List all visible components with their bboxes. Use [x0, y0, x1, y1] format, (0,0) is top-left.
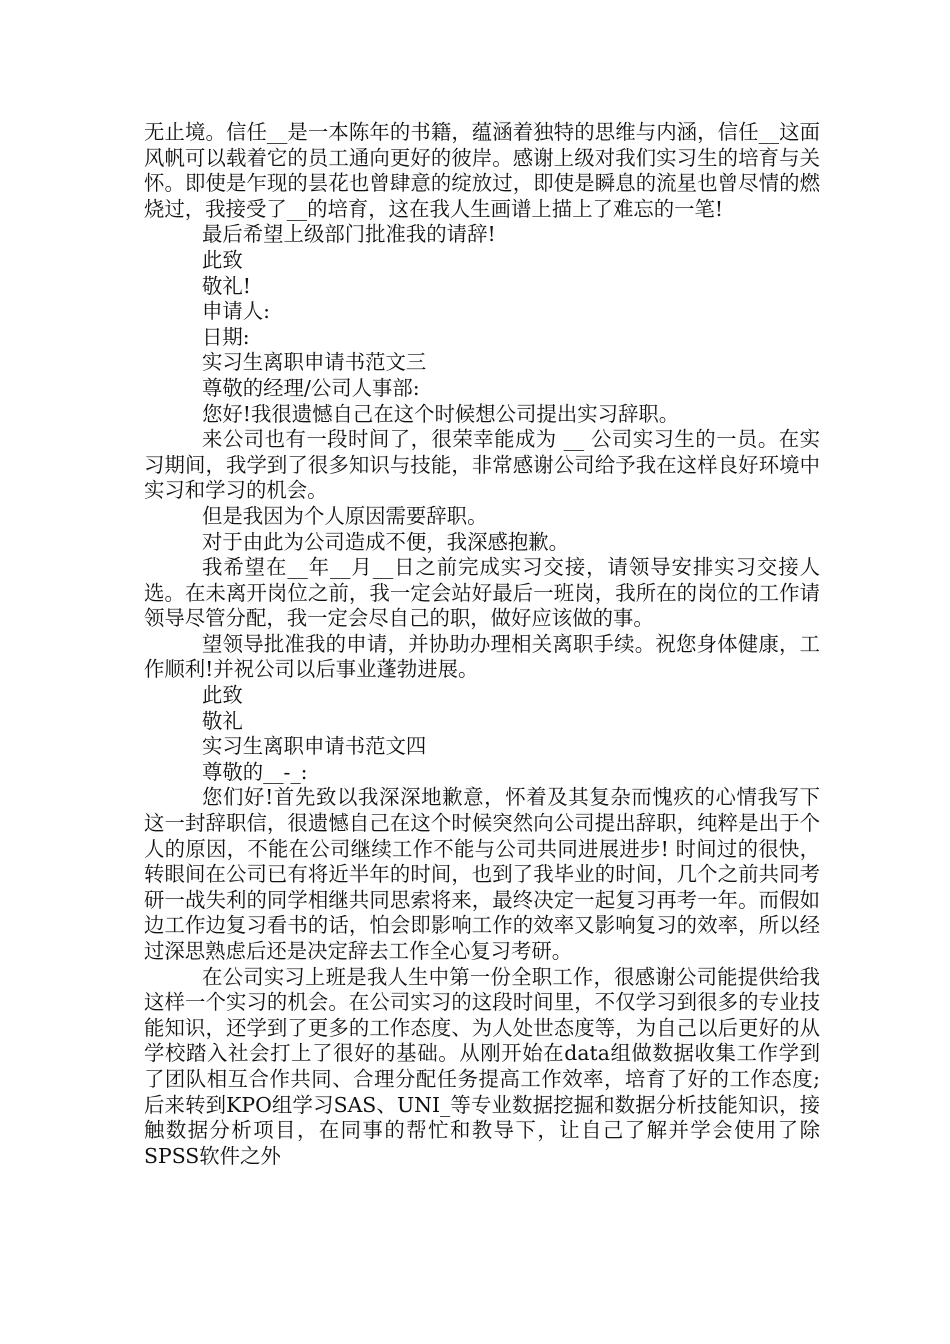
paragraph-4-intro: 您们好!首先致以我深深地歉意，怀着及其复杂而愧疚的心情我写下这一封辞职信，很遗憾自己在这个时候突然向公司提出辞职，纯粹是出于个人的原因，不能在公司继续工作不能与公司共同进展进步! 时间过的很快，转眼间在公司已有将近半年的时间，也到了我毕业的时间，几个之前共同考研一战失利的同学相继共同思索将来，最终决定一起复习再考一年。而假如边工作边复习看书的话，怕会即影响工作的效率又影响复习的效率，所以经过深思熟虑后还是决定辞去工作全心复习考研。 — [144, 785, 820, 963]
paragraph-request-approval: 最后希望上级部门批准我的请辞! — [202, 222, 496, 247]
section-heading-4: 实习生离职申请书范文四 — [202, 734, 427, 759]
date-label: 日期: — [202, 324, 250, 349]
paragraph-3-intro: 来公司也有一段时间了，很荣幸能成为 __ 公司实习生的一员。在实习期间，我学到了很多知识与技能，非常感谢公司给予我在这样良好环境中实习和学习的机会。 — [144, 427, 820, 503]
paragraph-4-experience: 在公司实习上班是我人生中第一份全职工作，很感谢公司能提供给我这样一个实习的机会。在公司实习的这段时间里，不仅学习到很多的专业技能知识，还学到了更多的工作态度、为人处世态度等，为自己以后更好的从学校踏入社会打上了很好的基础。从刚开始在data组做数据收集工作学到了团队相互合作共同、合理分配任务提高工作效率，培育了好的工作态度;后来转到KPO组学习SAS、UNI_等专业数据挖掘和数据分析技能知识，接触数据分析项目，在同事的帮忙和教导下，让自己了解并学会使用了除SPSS软件之外 — [144, 964, 820, 1168]
salutation-4: 尊敬的__-_: — [202, 759, 308, 784]
closing-cizhi-2: 此致 — [202, 683, 243, 708]
paragraph-3-wishes: 望领导批准我的申请，并协助办理相关离职手续。祝您身体健康，工作顺利!并祝公司以后事业蓬勃进展。 — [144, 631, 820, 682]
document-page — [144, 120, 820, 1169]
section-heading-3: 实习生离职申请书范文三 — [202, 350, 427, 375]
paragraph-3-apology: 对于由此为公司造成不便，我深感抱歉。 — [202, 529, 570, 554]
paragraph-opening-continuation: 无止境。信任__是一本陈年的书籍，蕴涵着独特的思维与内涵，信任__这面风帆可以载着它的员工通向更好的彼岸。感谢上级对我们实习生的培育与关怀。即使是乍现的昙花也曾肆意的绽放过，即使是瞬息的流星也曾尽情的燃烧过，我接受了__的培育，这在我人生画谱上描上了难忘的一笔! — [144, 120, 820, 221]
closing-jingli: 敬礼! — [202, 273, 251, 298]
closing-cizhi: 此致 — [202, 247, 243, 272]
greeting-3: 您好!我很遗憾自己在这个时候想公司提出实习辞职。 — [202, 401, 680, 426]
salutation-3: 尊敬的经理/公司人事部: — [202, 375, 420, 400]
closing-jingli-2: 敬礼 — [202, 708, 243, 733]
applicant-label: 申请人: — [202, 299, 271, 324]
paragraph-3-reason: 但是我因为个人原因需要辞职。 — [202, 503, 488, 528]
paragraph-3-handover: 我希望在__年__月__日之前完成实习交接，请领导安排实习交接人选。在未离开岗位之前，我一定会站好最后一班岗，我所在的岗位的工作请领导尽管分配，我一定会尽自己的职，做好应该做的事。 — [144, 555, 820, 631]
